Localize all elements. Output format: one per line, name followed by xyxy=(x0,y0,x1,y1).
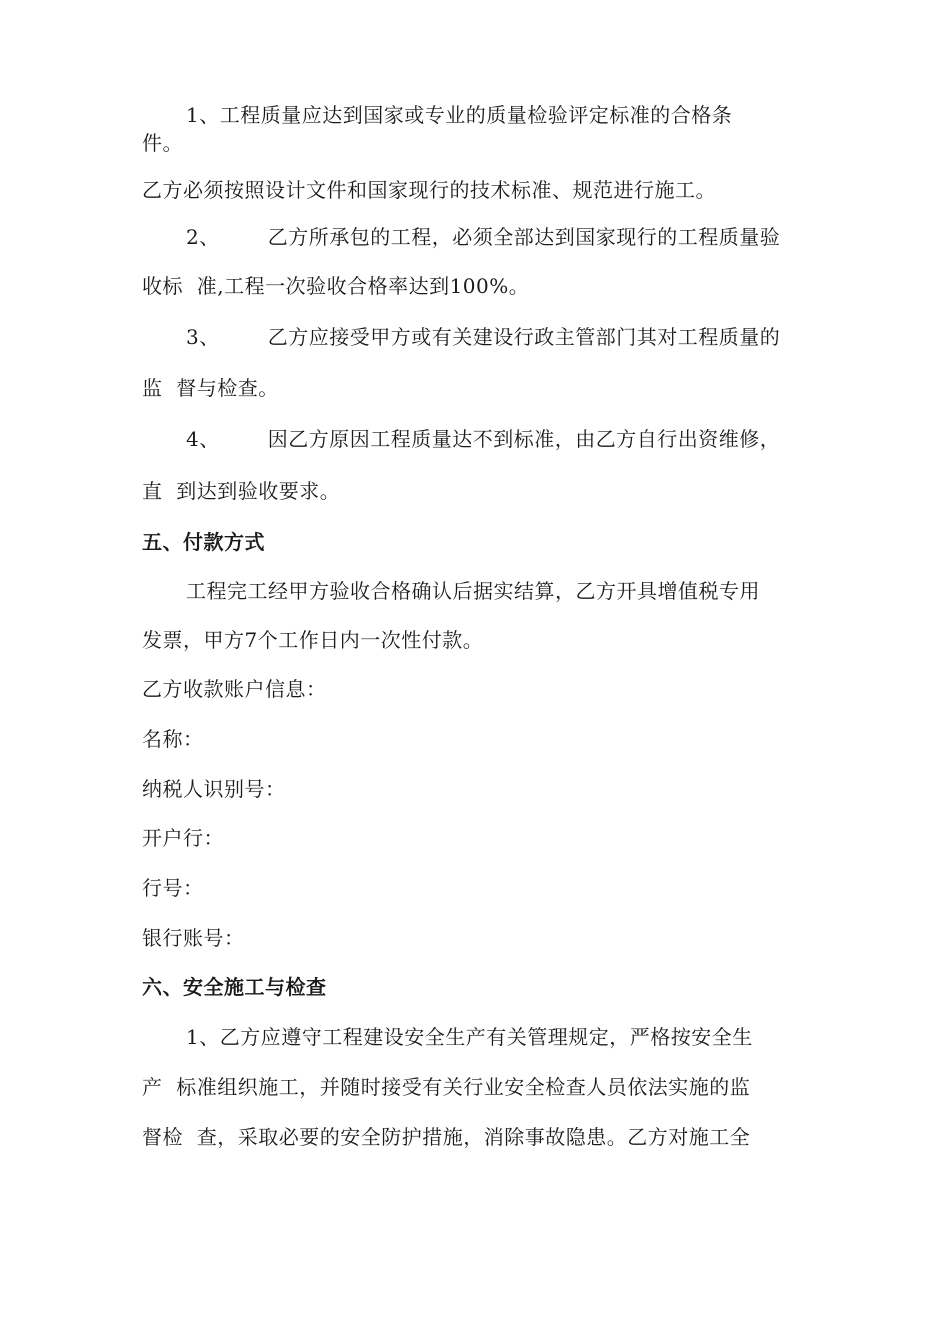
account-info-label: 乙方收款账户信息： xyxy=(142,677,327,701)
payment-line-1: 工程完工经甲方验收合格确认后据实结算，乙方开具增值税专用 xyxy=(186,579,760,603)
bank-code-field: 行号： xyxy=(142,876,204,900)
clause-2-line-2: 收标 准,工程一次验收合格率达到100%。 xyxy=(142,274,530,298)
clause-3-line-2: 监 督与检查。 xyxy=(142,376,279,400)
clause-1-line-1: 1、工程质量应达到国家或专业的质量检验评定标准的合格条 xyxy=(186,103,733,127)
clause-4-line-1: 4、 因乙方原因工程质量达不到标准，由乙方自行出资维修， xyxy=(186,427,781,451)
section-6-heading: 六、安全施工与检查 xyxy=(142,975,327,999)
construction-standard-line: 乙方必须按照设计文件和国家现行的技术标准、规范进行施工。 xyxy=(142,178,716,202)
safety-line-2: 产 标准组织施工，并随时接受有关行业安全检查人员依法实施的监 xyxy=(142,1075,751,1099)
account-name-field: 名称： xyxy=(142,727,204,751)
bank-field: 开户行： xyxy=(142,826,224,850)
safety-line-3: 督检 查，采取必要的安全防护措施，消除事故隐患。乙方对施工全 xyxy=(142,1125,751,1149)
clause-1-line-2: 件。 xyxy=(142,131,183,155)
payment-line-2: 发票，甲方7个工作日内一次性付款。 xyxy=(142,628,484,652)
clause-4-line-2: 直 到达到验收要求。 xyxy=(142,479,341,503)
bank-account-field: 银行账号： xyxy=(142,926,245,950)
taxpayer-id-field: 纳税人识别号： xyxy=(142,777,286,801)
clause-2-line-1: 2、 乙方所承包的工程，必须全部达到国家现行的工程质量验 xyxy=(186,225,781,249)
safety-line-1: 1、乙方应遵守工程建设安全生产有关管理规定，严格按安全生 xyxy=(186,1025,753,1049)
section-5-heading: 五、付款方式 xyxy=(142,530,265,554)
clause-3-line-1: 3、 乙方应接受甲方或有关建设行政主管部门其对工程质量的 xyxy=(186,325,781,349)
